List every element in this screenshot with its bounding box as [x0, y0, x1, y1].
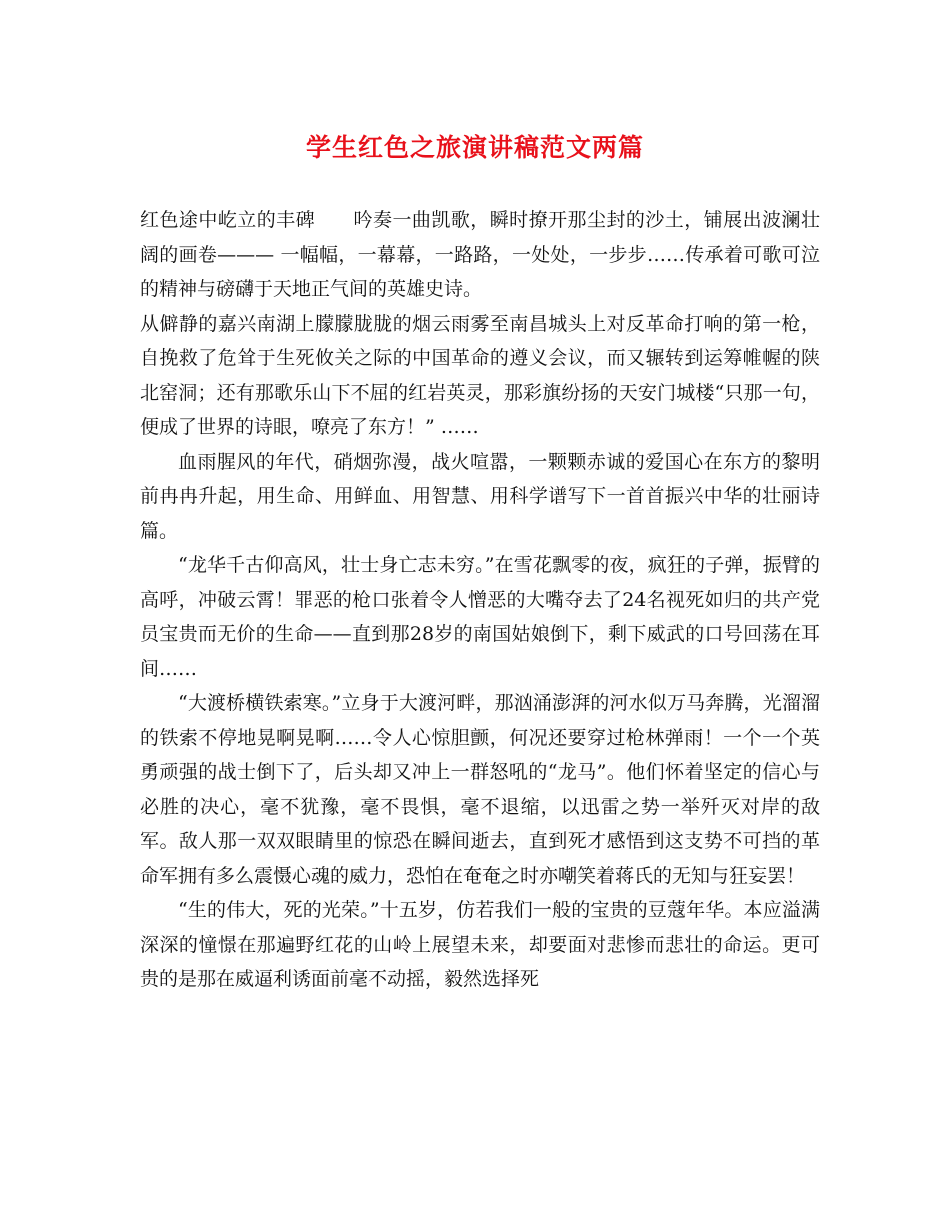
document-body [140, 203, 820, 997]
paragraph-intro [140, 203, 820, 307]
paragraph-text: 吟奏一曲凯歌，瞬时撩开那尘封的沙土，铺展出波澜壮阔的画卷——— 一幅幅，一幕幕，一路路，一处处，一步步……传承着可歌可泣的精神与磅礴于天地正气间的英雄史诗。 [140, 209, 820, 300]
document-title: 学生红色之旅演讲稿范文两篇 [305, 133, 644, 162]
paragraph: 从僻静的嘉兴南湖上朦朦胧胧的烟云雨雾至南昌城头上对反革命打响的第一枪，自挽救了危耸于生死攸关之际的中国革命的遵义会议，而又辗转到运筹帷幄的陕北窑洞；还有那歌乐山下不屈的红岩英灵，那彩旗纷扬的天安门城楼“只那一句，便成了世界的诗眼，嘹亮了东方！” …… [140, 312, 820, 438]
paragraph: “大渡桥横铁索寒。”立身于大渡河畔，那汹涌澎湃的河水似万马奔腾，光溜溜的铁索不停地晃啊晃啊……令人心惊胆颤，何况还要穿过枪林弹雨！一个一个英勇顽强的战士倒下了，后头却又冲上一群怒吼的“龙马”。他们怀着坚定的信心与必胜的决心，毫不犹豫，毫不畏惧，毫不退缩，以迅雷之势一举歼灭对岸的敌军。敌人那一双双眼睛里的惊恐在瞬间逝去，直到死才感悟到这支势不可挡的革命军拥有多么震慑心魂的威力，恐怕在奄奄之时亦嘲笑着蒋氏的无知与狂妄罢！ [140, 692, 820, 887]
section-heading: 红色途中屹立的丰碑 [140, 209, 316, 231]
paragraph: “龙华千古仰高风，壮士身亡志未穷。”在雪花飘零的夜，疯狂的子弹，振臂的高呼，冲破云霄！罪恶的枪口张着令人憎恶的大嘴夺去了24名视死如归的共产党员宝贵而无价的生命——直到那28岁的南国姑娘倒下，剩下威武的口号回荡在耳间…… [140, 554, 820, 680]
paragraph: “生的伟大，死的光荣。”十五岁，仿若我们一般的宝贵的豆蔻年华。本应溢满深深的憧憬在那遍野红花的山岭上展望未来，却要面对悲惨而悲壮的命运。更可贵的是那在威逼利诱面前毫不动摇，毅然选择死 [140, 899, 820, 990]
paragraph: 血雨腥风的年代，硝烟弥漫，战火喧嚣，一颗颗赤诚的爱国心在东方的黎明前冉冉升起，用生命、用鲜血、用智慧、用科学谱写下一首首振兴中华的壮丽诗篇。 [140, 450, 820, 542]
